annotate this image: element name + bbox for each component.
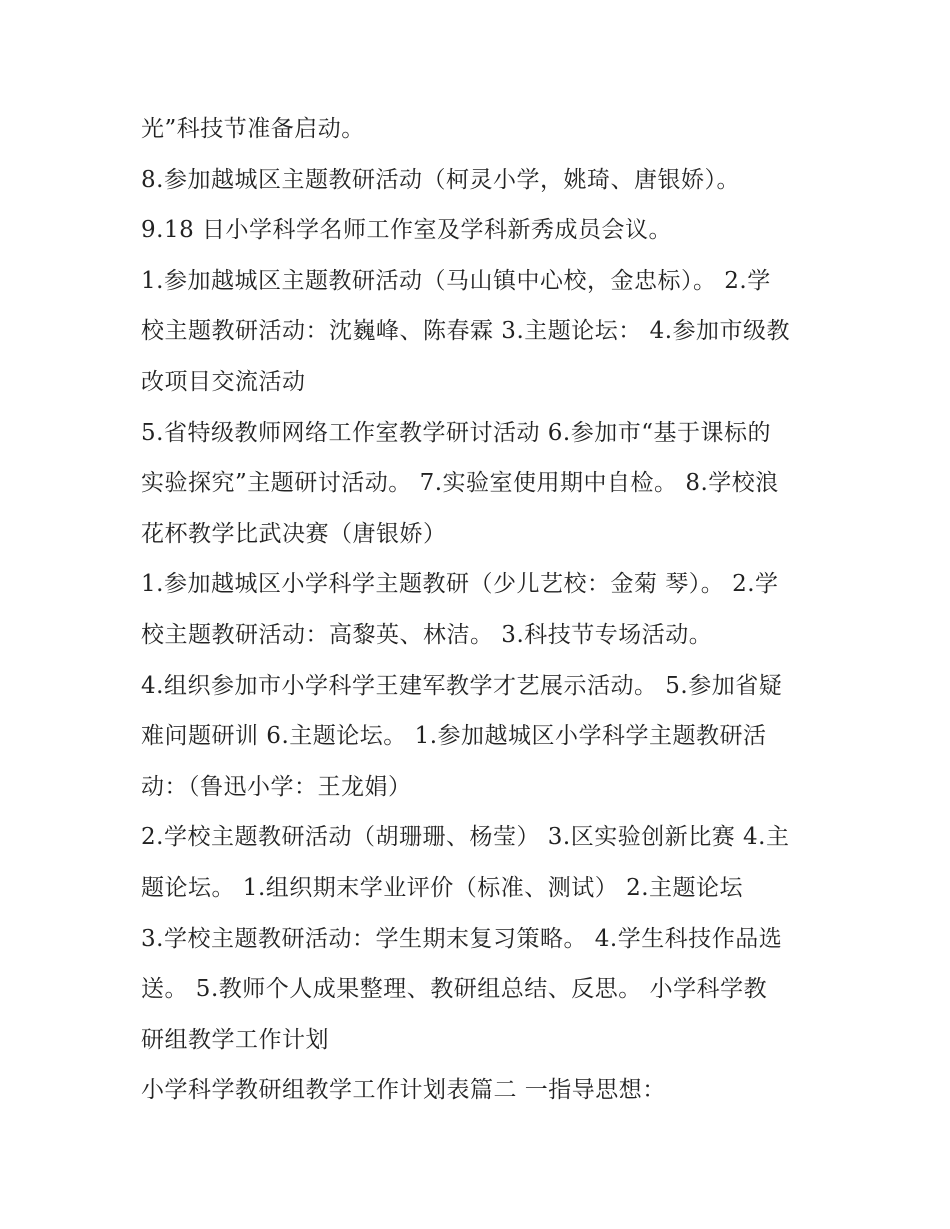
text-line: 5.省特级教师网络工作室教学研讨活动 6.参加市“基于课标的 xyxy=(141,419,771,446)
text-line: 小学科学教研组教学工作计划表篇二 一指导思想： xyxy=(141,1077,666,1104)
text-line: 花杯教学比武决赛（唐银娇） xyxy=(141,520,447,547)
text-line: 9.18 日小学科学名师工作室及学科新秀成员会议。 xyxy=(141,217,673,244)
text-line: 光”科技节准备启动。 xyxy=(141,116,365,142)
text-line: 校主题教研活动：沈巍峰、陈春霖 3.主题论坛： 4.参加市级教 xyxy=(141,318,791,345)
text-line: 校主题教研活动：高黎英、林洁。 3.科技节专场活动。 xyxy=(141,621,713,648)
text-line: 1.参加越城区小学科学主题教研（少儿艺校：金菊 琴）。 2.学 xyxy=(141,571,779,598)
text-line: 4.组织参加市小学科学王建军教学才艺展示活动。 5.参加省疑 xyxy=(141,672,783,699)
text-line: 实验探究”主题研讨活动。 7.实验室使用期中自检。 8.学校浪 xyxy=(141,470,779,497)
text-line: 难问题研训 6.主题论坛。 1.参加越城区小学科学主题教研活 xyxy=(141,723,767,750)
text-line: 送。 5.教师个人成果整理、教研组总结、反思。 小学科学教 xyxy=(141,976,768,1003)
text-line: 1.参加越城区主题教研活动（马山镇中心校，金忠标）。 2.学 xyxy=(141,267,771,294)
text-line: 题论坛。 1.组织期末学业评价（标准、测试） 2.主题论坛 xyxy=(141,874,744,901)
text-line: 8.参加越城区主题教研活动（柯灵小学，姚琦、唐银娇）。 xyxy=(141,166,740,193)
text-line: 研组教学工作计划 xyxy=(141,1026,329,1053)
text-line: 改项目交流活动 xyxy=(141,368,306,395)
text-line: 3.学校主题教研活动：学生期末复习策略。 4.学生科技作品选 xyxy=(141,925,783,952)
text-line: 2.学校主题教研活动（胡珊珊、杨莹） 3.区实验创新比赛 4.主 xyxy=(141,824,790,851)
text-line: 动：（鲁迅小学：王龙娟） xyxy=(141,773,412,800)
document-body xyxy=(141,104,841,1116)
